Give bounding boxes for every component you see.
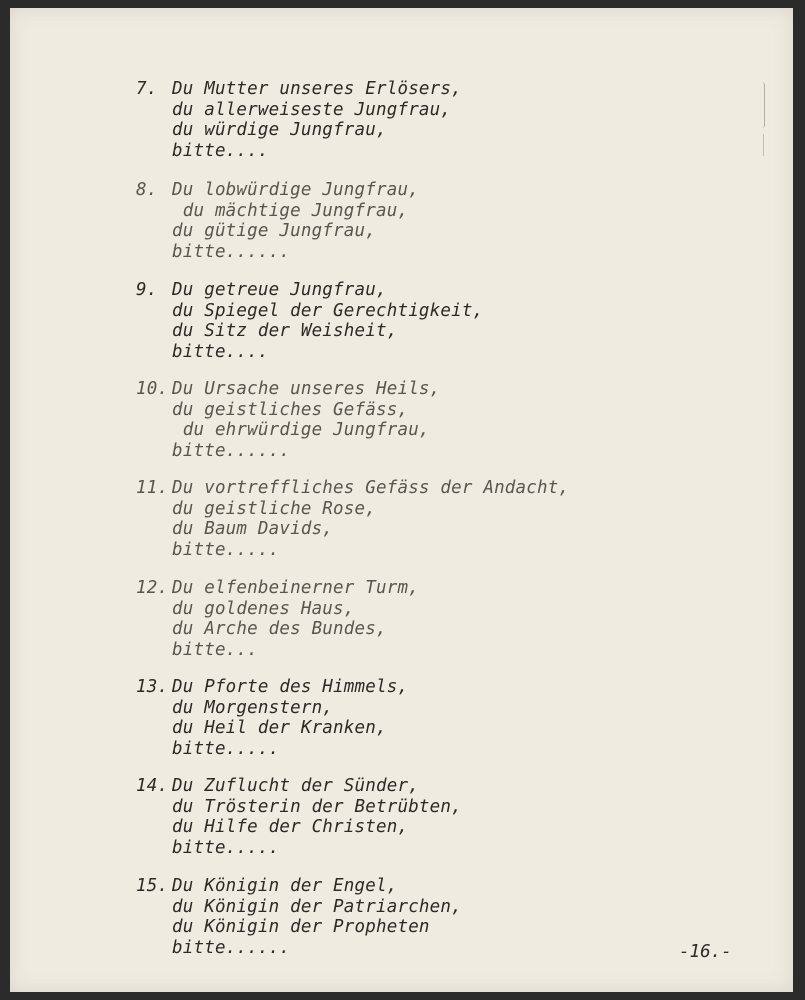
stanza-first-line xyxy=(136,876,462,897)
stanza-line: Du Königin der Engel, xyxy=(172,876,398,896)
litany-stanza-9 xyxy=(136,280,483,362)
stanza-number: 8. xyxy=(136,180,158,200)
stanza-line: du Sitz der Weisheit, xyxy=(172,321,398,341)
stanza-line: du gütige Jungfrau, xyxy=(172,221,376,241)
stanza-line: Du Mutter unseres Erlösers, xyxy=(172,79,462,99)
stanza-first-line xyxy=(136,280,483,301)
stanza-number: 7. xyxy=(136,79,158,99)
stanza-line: du mächtige Jungfrau, xyxy=(172,200,409,221)
litany-stanza-15 xyxy=(136,876,462,958)
stanza-line: du Hilfe der Christen, xyxy=(172,817,409,837)
stanza-first-line xyxy=(136,79,462,100)
stanza-number: 13. xyxy=(136,677,169,697)
litany-stanza-8 xyxy=(136,180,419,262)
stanza-line: du würdige Jungfrau, xyxy=(172,120,387,140)
stanza-line: bitte..... xyxy=(172,738,280,759)
stanza-line: du Baum Davids, xyxy=(172,519,334,539)
stanza-number: 11. xyxy=(136,478,169,498)
stanza-line: du ehrwürdige Jungfrau, xyxy=(172,420,430,440)
stanza-line: du allerweiseste Jungfrau, xyxy=(172,99,452,120)
stanza-line: bitte...... xyxy=(172,241,291,262)
stanza-first-line xyxy=(136,578,419,599)
stanza-line: du geistliche Rose, xyxy=(172,498,376,519)
stanza-line: du goldenes Haus, xyxy=(172,598,355,619)
stanza-line: bitte.... xyxy=(172,140,269,161)
stanza-first-line xyxy=(136,379,440,400)
stanza-line: bitte..... xyxy=(172,837,280,858)
stanza-first-line xyxy=(136,677,408,698)
litany-stanza-12 xyxy=(136,578,419,660)
document-page xyxy=(10,8,793,992)
stanza-number: 10. xyxy=(136,379,169,399)
stanza-line: bitte...... xyxy=(172,440,291,461)
paper-edge-mark xyxy=(762,82,765,128)
stanza-line: Du Ursache unseres Heils, xyxy=(172,379,441,399)
stanza-line: bitte.... xyxy=(172,341,269,362)
stanza-number: 15. xyxy=(136,876,169,896)
stanza-first-line xyxy=(136,180,419,201)
stanza-number: 9. xyxy=(136,280,158,300)
stanza-first-line xyxy=(136,776,462,797)
stanza-line: Du Pforte des Himmels, xyxy=(172,677,409,697)
stanza-line: bitte... xyxy=(172,639,258,660)
litany-stanza-14 xyxy=(136,776,462,858)
litany-stanza-7 xyxy=(136,79,462,161)
litany-stanza-13 xyxy=(136,677,408,759)
stanza-line: Du Zuflucht der Sünder, xyxy=(172,776,419,796)
paper-edge-mark xyxy=(763,134,764,156)
stanza-line: Du elfenbeinerner Turm, xyxy=(172,578,419,598)
litany-stanza-11 xyxy=(136,478,569,560)
stanza-line: du Arche des Bundes, xyxy=(172,619,387,639)
stanza-line: bitte...... xyxy=(172,937,291,958)
stanza-line: du Trösterin der Betrübten, xyxy=(172,796,462,817)
stanza-first-line xyxy=(136,478,569,499)
page-number: -16.- xyxy=(679,942,732,962)
stanza-line: Du lobwürdige Jungfrau, xyxy=(172,180,419,200)
litany-stanza-10 xyxy=(136,379,440,461)
stanza-line: bitte..... xyxy=(172,539,280,560)
stanza-line: du geistliches Gefäss, xyxy=(172,399,409,420)
stanza-line: du Spiegel der Gerechtigkeit, xyxy=(172,300,484,321)
stanza-line: du Königin der Propheten xyxy=(172,917,430,937)
stanza-line: Du getreue Jungfrau, xyxy=(172,280,387,300)
stanza-number: 14. xyxy=(136,776,169,796)
stanza-line: Du vortreffliches Gefäss der Andacht, xyxy=(172,478,570,498)
stanza-line: du Morgenstern, xyxy=(172,697,334,718)
stanza-line: du Königin der Patriarchen, xyxy=(172,896,462,917)
stanza-line: du Heil der Kranken, xyxy=(172,718,387,738)
stanza-number: 12. xyxy=(136,578,169,598)
